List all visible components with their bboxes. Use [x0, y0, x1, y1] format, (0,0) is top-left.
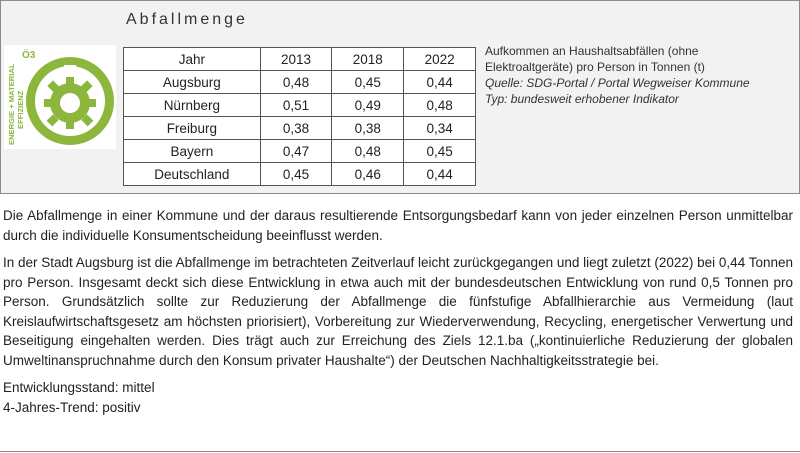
- table-cell: 0,45: [332, 71, 404, 94]
- table-cell: 0,48: [404, 94, 476, 117]
- indicator-description: Aufkommen an Haushaltsabfällen (ohne Elektroaltgeräte) pro Person in Tonnen (t): [485, 44, 705, 74]
- column-header-year: 2018: [332, 48, 404, 71]
- row-label: Augsburg: [124, 71, 261, 94]
- indicator-type: Typ: bundesweit erhobener Indikator: [485, 92, 679, 106]
- energy-material-efficiency-logo: [4, 45, 116, 149]
- table-cell: 0,48: [332, 140, 404, 163]
- table-row: [124, 163, 476, 186]
- column-header-year: 2022: [404, 48, 476, 71]
- table-cell: 0,48: [260, 71, 332, 94]
- waste-amount-table: [123, 47, 476, 186]
- logo-line2: EFFIZIENZ: [16, 90, 25, 129]
- row-label: Bayern: [124, 140, 261, 163]
- paragraph-analysis: In der Stadt Augsburg ist die Abfallmenge im betrachteten Zeitverlauf leicht zurückgegangen und liegt zuletzt (2022) bei 0,44 Tonnen pro Person. Insgesamt deckt sich diese Entwicklung in etwa auch mit der bundesdeutschen Entwicklung von rund 0,5 Tonnen pro Person. Grundsätzlich sollte zur Reduzierung der Abfallmenge die fünfstufige Abfallhierarchie aus Vermeidung (laut Kreislaufwirtschaftsgesetz am höchsten priorisiert), Vorbereitung zur Wiederverwendung, Recycling, energetischer Verwertung und Beseitigung eingehalten werden. Dies trägt auch zur Erreichung des Ziels 12.1.ba („kontinuierliche Reduzierung der globalen Umweltinanspruchnahme durch den Konsum privater Haushalte“) der Deutschen Nachhaltigkeitsstrategie bei.: [3, 255, 794, 368]
- table-cell: 0,44: [404, 71, 476, 94]
- table-row: [124, 71, 476, 94]
- table-cell: 0,46: [332, 163, 404, 186]
- table-row: [124, 94, 476, 117]
- development-status: Entwicklungsstand: mittel: [3, 380, 155, 395]
- row-label: Nürnberg: [124, 94, 261, 117]
- description-text: [3, 206, 793, 417]
- table-cell: 0,34: [404, 117, 476, 140]
- table-cell: 0,38: [332, 117, 404, 140]
- table-row: [124, 117, 476, 140]
- row-label: Deutschland: [124, 163, 261, 186]
- panel-title: Abfallmenge: [126, 11, 248, 28]
- table-cell: 0,47: [260, 140, 332, 163]
- table-cell: 0,45: [404, 140, 476, 163]
- logo-line1: ENERGIE + MATERIAL: [7, 63, 16, 145]
- gear-lightbulb-icon: [4, 45, 116, 149]
- table-cell: 0,45: [260, 163, 332, 186]
- table-cell: 0,38: [260, 117, 332, 140]
- paragraph-intro: Die Abfallmenge in einer Kommune und der daraus resultierende Entsorgungsbedarf kann von jeder einzelnen Person unmittelbar durch die individuelle Konsumentscheidung beeinflusst werden.: [3, 208, 793, 243]
- table-cell: 0,51: [260, 94, 332, 117]
- table-header-row: [124, 48, 476, 71]
- indicator-header-panel: [0, 0, 800, 194]
- bottom-divider: [0, 451, 800, 452]
- table-cell: 0,44: [404, 163, 476, 186]
- table-row: [124, 140, 476, 163]
- row-label: Freiburg: [124, 117, 261, 140]
- column-header-year: 2013: [260, 48, 332, 71]
- four-year-trend: 4-Jahres-Trend: positiv: [3, 399, 141, 415]
- logo-code: Ö3: [22, 50, 36, 61]
- column-header-year-label: Jahr: [124, 48, 261, 71]
- indicator-notes: [485, 43, 785, 107]
- indicator-source: Quelle: SDG-Portal / Portal Wegweiser Kommune: [485, 76, 750, 90]
- table-cell: 0,49: [332, 94, 404, 117]
